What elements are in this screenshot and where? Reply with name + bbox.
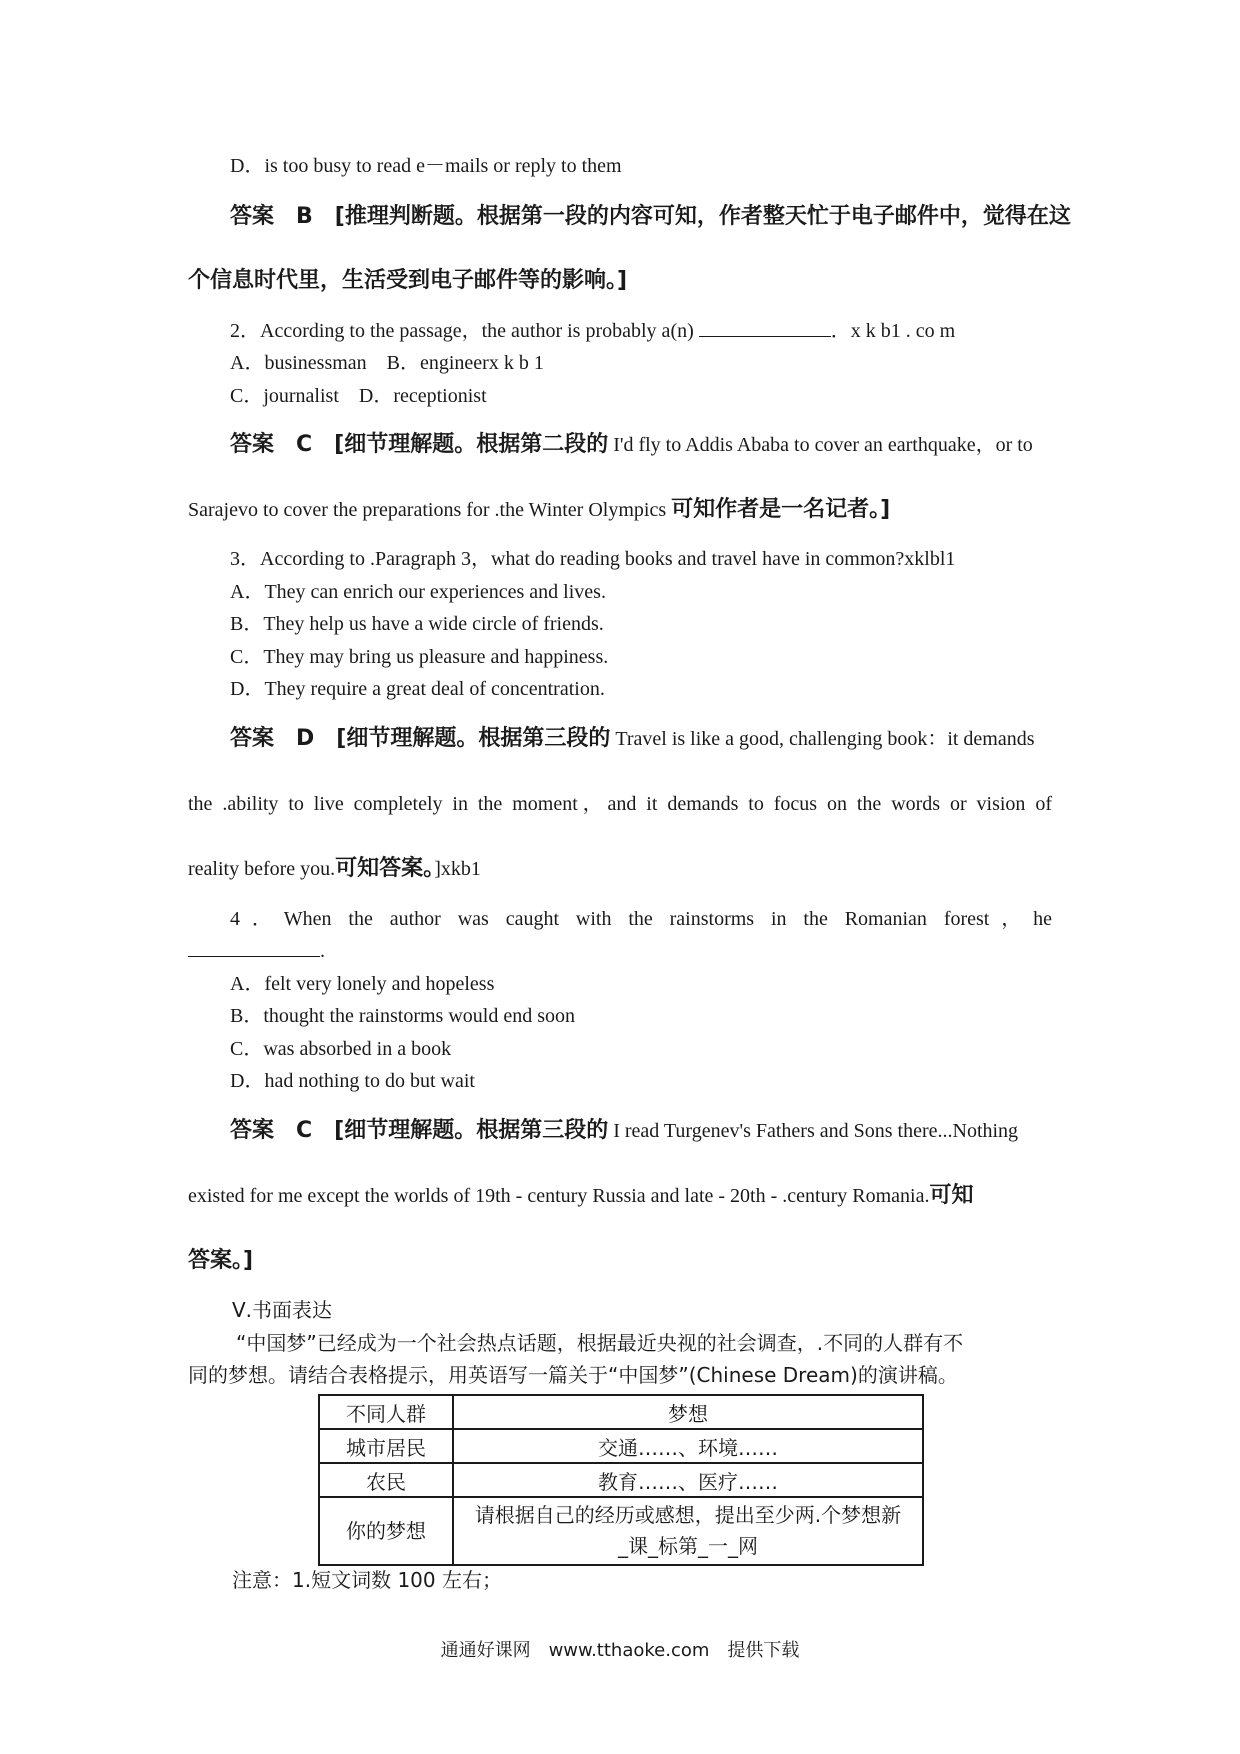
q4-answer-line2: existed for me except the worlds of 19th - century Russia and late - 20th - .century Romania.可知 [188, 1183, 974, 1208]
table-cell-line: _课_标第_一_网 [618, 1534, 758, 1558]
section-intro-line2: 同的梦想。请结合表格提示，用英语写一篇关于“中国梦”(Chinese Dream)的演讲稿。 [188, 1363, 958, 1387]
section-heading: Ⅴ.书面表达 [232, 1298, 333, 1322]
q4-option-a: A．felt very lonely and hopeless [230, 973, 495, 995]
table-row [319, 1429, 923, 1463]
q3-option-b: B．They help us have a wide circle of friends. [230, 613, 604, 635]
q3-option-c: C．They may bring us pleasure and happiness. [230, 646, 609, 668]
section-intro-line1: “中国梦”已经成为一个社会热点话题，根据最近央视的社会调查，.不同的人群有不 [236, 1331, 964, 1355]
table-cell: 你的梦想 [319, 1497, 453, 1565]
q1-answer-line2: 个信息时代里，生活受到电子邮件等的影响。] [188, 268, 628, 293]
q2-answer-line1: 答案 C [细节理解题。根据第二段的 I'd fly to Addis Ababa to cover an earthquake，or to [230, 432, 1033, 457]
q1-option-d: D．is too busy to read e－mails or reply to them [230, 155, 622, 177]
q3-option-a: A．They can enrich our experiences and lives. [230, 581, 606, 603]
q4-stem: 4．When the author was caught with the rainstorms in the Romanian forest，he [230, 908, 1052, 930]
table-row [319, 1497, 923, 1565]
q3-stem: 3．According to .Paragraph 3，what do reading books and travel have in common?xklbl1 [230, 548, 956, 570]
q3-answer-line3: reality before you.可知答案。]xkb1 [188, 856, 481, 881]
q3-answer-line1: 答案 D [细节理解题。根据第三段的 Travel is like a good, challenging book：it demands [230, 726, 1035, 751]
q4-option-d: D．had nothing to do but wait [230, 1070, 475, 1092]
q2-options-cd: C．journalist D．receptionist [230, 385, 487, 407]
q4-option-b: B．thought the rainstorms would end soon [230, 1005, 575, 1027]
q2-stem: 2．According to the passage，the author is probably a(n) ．x k b1 . co m [230, 320, 956, 342]
answer-blank [188, 956, 320, 957]
table-cell: 交通……、环境…… [453, 1429, 923, 1463]
q4-answer-line3: 答案。] [188, 1248, 254, 1273]
dream-table [318, 1394, 924, 1566]
table-cell [453, 1497, 923, 1565]
table-cell: 城市居民 [319, 1429, 453, 1463]
q4-stem-blank-line: . [188, 938, 325, 964]
q4-option-c: C．was absorbed in a book [230, 1038, 452, 1060]
q1-answer-line1: 答案 B [推理判断题。根据第一段的内容可知，作者整天忙于电子邮件中，觉得在这 [230, 204, 1071, 229]
table-row [319, 1463, 923, 1497]
q2-answer-line2: Sarajevo to cover the preparations for .the Winter Olympics 可知作者是一名记者。] [188, 497, 891, 522]
table-header-cell: 梦想 [453, 1395, 923, 1429]
table-cell-line: 请根据自己的经历或感想，提出至少两.个梦想新 [474, 1503, 902, 1527]
answer-blank [699, 336, 831, 337]
table-header-row [319, 1395, 923, 1429]
q3-answer-line2: the .ability to live completely in the moment，and it demands to focus on the words or vision of [188, 793, 1052, 815]
table-cell: 教育……、医疗…… [453, 1463, 923, 1497]
q3-option-d: D．They require a great deal of concentration. [230, 678, 605, 700]
q2-options-ab: A．businessman B．engineerx k b 1 [230, 352, 544, 374]
table-cell: 农民 [319, 1463, 453, 1497]
q4-answer-line1: 答案 C [细节理解题。根据第三段的 I read Turgenev's Fathers and Sons there...Nothing [230, 1118, 1019, 1143]
table-header-cell: 不同人群 [319, 1395, 453, 1429]
writing-note: 注意：1.短文词数 100 左右； [232, 1568, 502, 1592]
page-footer: 通通好课网 www.tthaoke.com 提供下载 [440, 1640, 800, 1661]
